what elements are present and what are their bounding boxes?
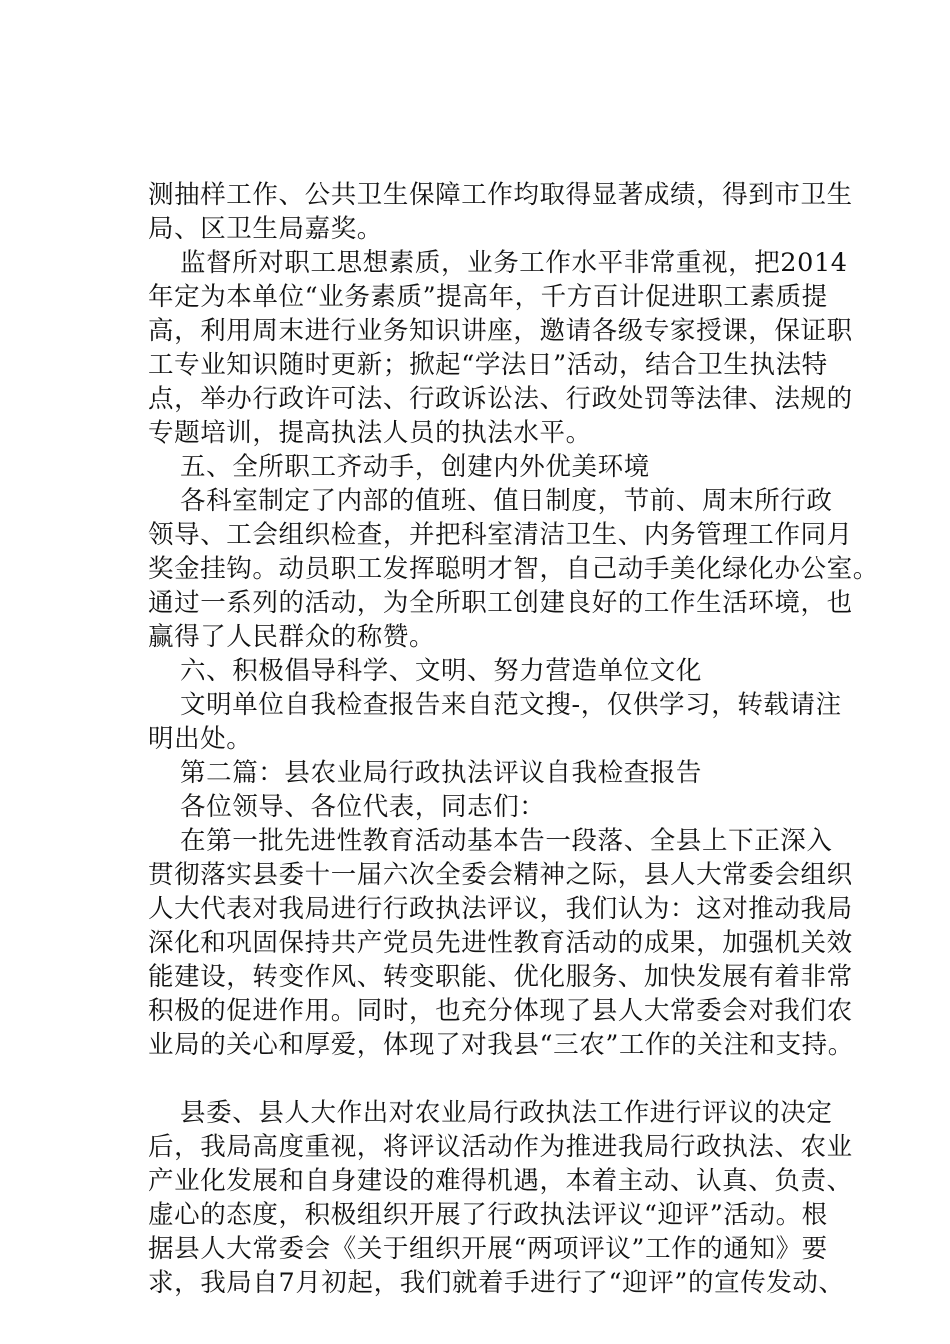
text-line: 能建设，转变作风、转变职能、优化服务、加快发展有着非常: [148, 962, 853, 992]
text-line: 人大代表对我局进行行政执法评议，我们认为：这对推动我局: [148, 894, 853, 924]
text-line: 点，举办行政许可法、行政诉讼法、行政处罚等法律、法规的: [148, 384, 853, 414]
text-line: 积极的促进作用。同时，也充分体现了县人大常委会对我们农: [148, 996, 853, 1026]
text-line: 明出处。: [148, 724, 253, 754]
text-line: 测抽样工作、公共卫生保障工作均取得显著成绩，得到市卫生: [148, 180, 853, 210]
text-line: 县委、县人大作出对农业局行政执法工作进行评议的决定: [180, 1098, 833, 1128]
text-line: 监督所对职工思想素质，业务工作水平非常重视，把2014: [180, 248, 848, 278]
text-line: 高，利用周末进行业务知识讲座，邀请各级专家授课，保证职: [148, 316, 853, 346]
text-line: 产业化发展和自身建设的难得机遇，本着主动、认真、负责、: [148, 1166, 853, 1196]
text-line: 在第一批先进性教育活动基本告一段落、全县上下正深入: [180, 826, 833, 856]
salutation: 各位领导、各位代表，同志们：: [180, 792, 546, 822]
text-line: 求，我局自7月初起，我们就着手进行了“迎评”的宣传发动、: [148, 1268, 845, 1298]
text-line: 工专业知识随时更新；掀起“学法日”活动，结合卫生执法特: [148, 350, 828, 380]
text-line: 文明单位自我检查报告来自范文搜-，仅供学习，转载请注: [180, 690, 842, 720]
text-line: 后，我局高度重视，将评议活动作为推进我局行政执法、农业: [148, 1132, 853, 1162]
section-heading: 五、全所职工齐动手，创建内外优美环境: [180, 452, 650, 482]
text-line: 赢得了人民群众的称赞。: [148, 622, 436, 652]
text-line: 业局的关心和厚爱，体现了对我县“三农”工作的关注和支持。: [148, 1030, 854, 1060]
text-line: 奖金挂钩。动员职工发挥聪明才智，自己动手美化绿化办公室。: [148, 554, 879, 584]
text-line: 年定为本单位“业务素质”提高年，千方百计促进职工素质提: [148, 282, 828, 312]
text-line: 虚心的态度，积极组织开展了行政执法评议“迎评”活动。根: [148, 1200, 828, 1230]
text-line: 领导、工会组织检查，并把科室清洁卫生、内务管理工作同月: [148, 520, 853, 550]
text-line: 深化和巩固保持共产党员先进性教育活动的成果，加强机关效: [148, 928, 853, 958]
text-line: 专题培训，提高执法人员的执法水平。: [148, 418, 592, 448]
chapter-title: 第二篇：县农业局行政执法评议自我检查报告: [180, 758, 703, 788]
text-line: 据县人大常委会《关于组织开展“两项评议”工作的通知》要: [148, 1234, 828, 1264]
text-line: 各科室制定了内部的值班、值日制度，节前、周末所行政: [180, 486, 833, 516]
text-line: 通过一系列的活动，为全所职工创建良好的工作生活环境，也: [148, 588, 853, 618]
text-line: 局、区卫生局嘉奖。: [148, 214, 383, 244]
text-line: 贯彻落实县委十一届六次全委会精神之际，县人大常委会组织: [148, 860, 853, 890]
section-heading: 六、积极倡导科学、文明、努力营造单位文化: [180, 656, 703, 686]
